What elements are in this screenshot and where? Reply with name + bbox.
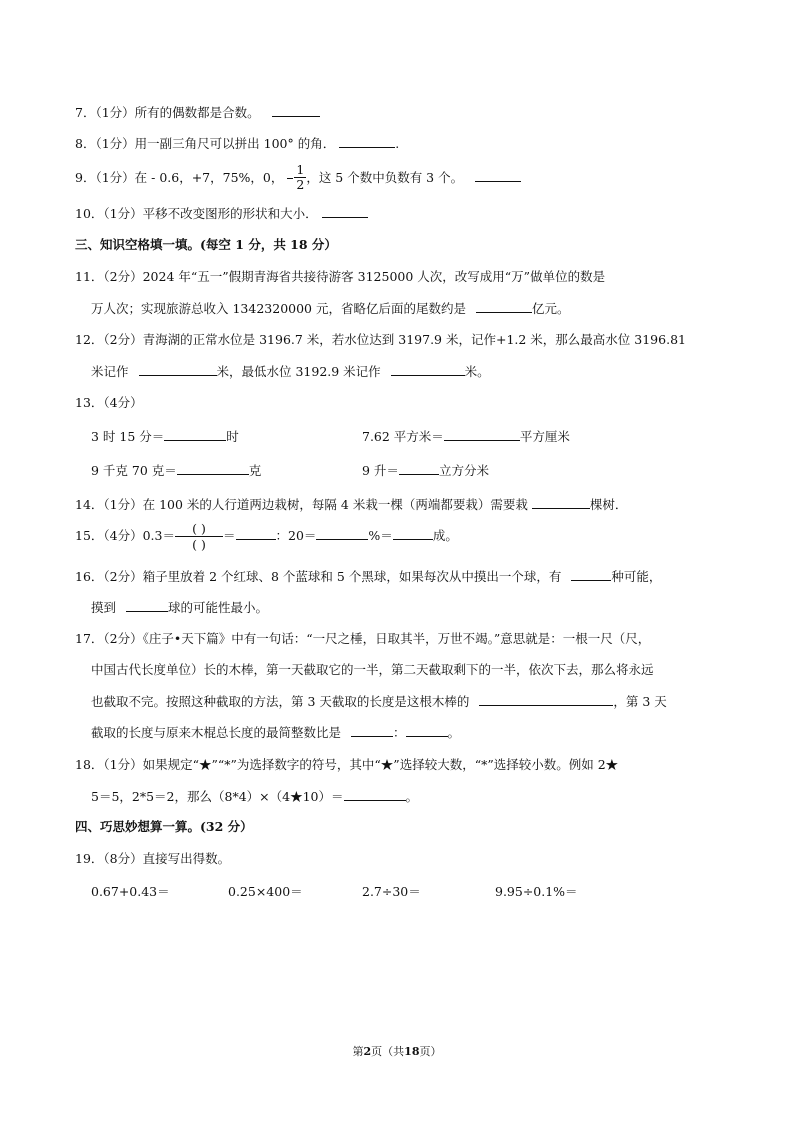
question-13-item-b: 7.62 平方米＝ 平方厘米 <box>362 429 570 444</box>
expression-1: 0.67+0.43＝ <box>91 884 170 899</box>
question-16-line-1: 16．（2分）箱子里放着 2 个红球、8 个蓝球和 5 个黑球，如果每次从中摸出一个球，有 种可能， <box>75 569 662 584</box>
question-17-line-1: 17．（2分）《庄子•天下篇》中有一句话：“一尺之棰，日取其半，万世不竭。”意思就是：一根一尺（尺， <box>75 631 651 646</box>
question-17-line-4: 截取的长度与原来木棍总长度的最简整数比是 ： 。 <box>91 725 461 740</box>
answer-blank[interactable] <box>399 461 439 475</box>
question-17-line-3: 也截取不完。按照这种截取的方法，第 3 天截取的长度是这根木棒的 ，第 3 天 <box>91 694 667 709</box>
answer-blank[interactable] <box>532 495 590 509</box>
total-pages: 18 <box>404 1045 420 1058</box>
blank-fraction[interactable]: $\frac{( )}{( )}$ <box>175 521 223 552</box>
question-13-item-d: 9 升＝ 立方分米 <box>362 463 489 478</box>
answer-blank[interactable] <box>351 723 393 737</box>
answer-blank[interactable] <box>322 204 368 218</box>
minus-sign <box>287 178 293 179</box>
answer-blank[interactable] <box>126 598 168 612</box>
page-footer: 第2页（共18页） <box>352 1045 442 1058</box>
section-3-heading: 三、知识空格填一填。(每空 1 分，共 18 分） <box>75 237 337 252</box>
answer-blank[interactable] <box>272 103 320 117</box>
question-16-line-2: 摸到 球的可能性最小。 <box>91 600 269 615</box>
answer-blank[interactable] <box>164 427 226 441</box>
answer-blank[interactable] <box>139 362 217 376</box>
question-14: 14．（1分）在 100 米的人行道两边栽树，每隔 4 米栽一棵（两端都要栽）需要栽 棵树． <box>75 497 628 512</box>
question-17-line-2: 中国古代长度单位）长的木棒，第一天截取它的一半，第二天截取剩下的一半，依次下去，那么将永远 <box>91 662 654 677</box>
answer-blank[interactable] <box>316 526 368 540</box>
answer-blank[interactable] <box>177 461 249 475</box>
question-13-item-a: 3 时 15 分＝ 时 <box>91 429 239 444</box>
question-18-line-1: 18．（1分）如果规定“★”“*”为选择数字的符号，其中“★”选择较大数，“*”选择较小数。例如 2★ <box>75 757 619 772</box>
expression-4: 9.95÷0.1%＝ <box>495 884 578 899</box>
answer-blank[interactable] <box>444 427 520 441</box>
fraction-one-half: $\frac{1}{2}$ <box>296 162 305 192</box>
answer-blank[interactable] <box>339 134 395 148</box>
question-18-line-2: 5＝5，2*5＝2，那么（8*4）×（4★10）＝ 。 <box>91 789 419 804</box>
question-13-item-c: 9 千克 70 克＝ 克 <box>91 463 262 478</box>
answer-blank[interactable] <box>236 526 276 540</box>
answer-blank[interactable] <box>476 299 532 313</box>
section-4-heading: 四、巧思妙想算一算。(32 分） <box>75 819 253 834</box>
question-8: 8．（1分）用一副三角尺可以拼出 100° 的角． . <box>75 136 400 151</box>
question-11-line-1: 11．（2分）2024 年“五一”假期青海省共接待游客 3125000 人次，改写成用“万”做单位的数是 <box>75 269 606 284</box>
answer-blank[interactable] <box>571 567 611 581</box>
question-19: 19．（8分）直接写出得数。 <box>75 851 231 866</box>
page-number: 2 <box>363 1045 372 1058</box>
expression-2: 0.25×400＝ <box>228 884 303 899</box>
answer-blank[interactable] <box>344 787 406 801</box>
answer-blank[interactable] <box>393 526 433 540</box>
question-10: 10．（1分）平移不改变图形的形状和大小． <box>75 204 368 223</box>
answer-blank[interactable] <box>406 723 448 737</box>
question-13: 13．（4分） <box>75 395 143 410</box>
answer-blank[interactable] <box>391 362 465 376</box>
question-7: 7．（1分）所有的偶数都是合数。 <box>75 103 320 122</box>
question-15: 15．（4分）0.3＝ $\frac{( )}{( )}$ ＝ ：20＝ %＝ 成。 <box>75 521 458 552</box>
question-11-line-2: 万人次；实现旅游总收入 1342320000 元，省略亿后面的尾数约是 亿元。 <box>91 301 570 316</box>
expression-3: 2.7÷30＝ <box>362 884 421 899</box>
question-12-line-2: 米记作 米，最低水位 3192.9 米记作 米。 <box>91 364 490 379</box>
question-12-line-1: 12．（2分）青海湖的正常水位是 3196.7 米，若水位达到 3197.9 米，记作+1.2 米，那么最高水位 3196.81 <box>75 332 686 347</box>
question-9: 9．（1分）在 - 0.6，+7，75%，0， $\frac{1}{2}$ ，这 5 个数中负数有 3 个。 <box>75 164 521 193</box>
answer-blank[interactable] <box>479 692 613 706</box>
answer-blank[interactable] <box>475 168 521 182</box>
